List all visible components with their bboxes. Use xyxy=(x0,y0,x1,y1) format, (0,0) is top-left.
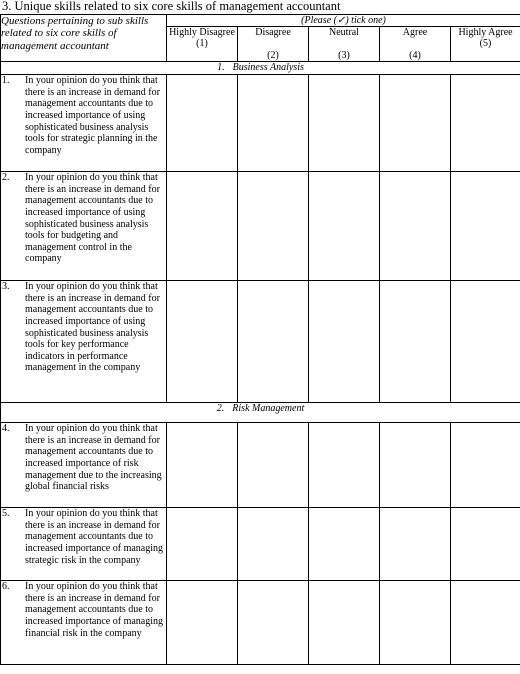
answer-cell-disagree[interactable] xyxy=(238,423,309,508)
answer-cell-agree[interactable] xyxy=(380,423,451,508)
answer-cell-highly-disagree[interactable] xyxy=(167,581,238,665)
answer-cell-highly-disagree[interactable] xyxy=(167,423,238,508)
answer-cell-agree[interactable] xyxy=(380,581,451,665)
answer-cell-neutral[interactable] xyxy=(309,508,380,581)
question-text: In your opinion do you think that there is an increase in demand for management accountants due to increased importance of managing strategic risk in the company xyxy=(25,508,163,566)
answer-cell-disagree[interactable] xyxy=(238,581,309,665)
question-cell xyxy=(1,508,167,581)
question-column-header: Questions pertaining to sub skills related to six core skills of management accountant xyxy=(1,15,167,62)
answer-cell-highly-agree[interactable] xyxy=(451,75,520,172)
scale-header-1: Highly Disagree (1) xyxy=(167,27,238,62)
answer-cell-highly-agree[interactable] xyxy=(451,423,520,508)
section-heading: 1. Business Analysis xyxy=(1,62,520,75)
scale-header-2: Disagree (2) xyxy=(238,27,309,62)
question-cell xyxy=(1,423,167,508)
answer-cell-highly-disagree[interactable] xyxy=(167,281,238,403)
question-text: In your opinion do you think that there is an increase in demand for management accountants due to increased importance of managing financial risk in the company xyxy=(25,581,163,639)
question-number: 2. xyxy=(2,172,10,184)
answer-cell-disagree[interactable] xyxy=(238,75,309,172)
question-text: In your opinion do you think that there is an increase in demand for management accountants due to increased importance of using sophisticated business analysis tools for budgeting and management control in the company xyxy=(25,172,160,265)
answer-cell-disagree[interactable] xyxy=(238,281,309,403)
answer-cell-agree[interactable] xyxy=(380,172,451,281)
answer-cell-highly-agree[interactable] xyxy=(451,508,520,581)
question-text: In your opinion do you think that there is an increase in demand for management accountants due to increased importance of risk management due to the increasing global financial risks xyxy=(25,423,162,493)
answer-cell-highly-agree[interactable] xyxy=(451,172,520,281)
section-heading: 2. Risk Management xyxy=(1,403,520,423)
answer-cell-neutral[interactable] xyxy=(309,172,380,281)
question-number: 6. xyxy=(2,581,10,593)
answer-cell-highly-disagree[interactable] xyxy=(167,172,238,281)
question-number: 4. xyxy=(2,423,10,435)
answer-cell-disagree[interactable] xyxy=(238,508,309,581)
question-number: 5. xyxy=(2,508,10,520)
answer-cell-neutral[interactable] xyxy=(309,281,380,403)
answer-cell-highly-agree[interactable] xyxy=(451,581,520,665)
tick-instruction: (Please (✓) tick one) xyxy=(167,15,520,27)
answer-cell-neutral[interactable] xyxy=(309,423,380,508)
answer-cell-highly-disagree[interactable] xyxy=(167,508,238,581)
scale-header-4: Agree (4) xyxy=(380,27,451,62)
answer-cell-disagree[interactable] xyxy=(238,172,309,281)
question-text: In your opinion do you think that there is an increase in demand for management accountants due to increased importance of using sophisticated business analysis tools for key performance indicators in performance management in the company xyxy=(25,281,160,374)
questionnaire-table xyxy=(0,14,520,665)
page-title: 3. Unique skills related to six core skills of management accountant xyxy=(2,0,341,13)
question-cell xyxy=(1,281,167,403)
answer-cell-agree[interactable] xyxy=(380,75,451,172)
question-cell xyxy=(1,581,167,665)
question-cell xyxy=(1,75,167,172)
answer-cell-agree[interactable] xyxy=(380,281,451,403)
question-cell xyxy=(1,172,167,281)
answer-cell-highly-agree[interactable] xyxy=(451,281,520,403)
answer-cell-agree[interactable] xyxy=(380,508,451,581)
answer-cell-neutral[interactable] xyxy=(309,581,380,665)
scale-header-3: Neutral (3) xyxy=(309,27,380,62)
question-number: 3. xyxy=(2,281,10,293)
answer-cell-highly-disagree[interactable] xyxy=(167,75,238,172)
question-number: 1. xyxy=(2,75,10,87)
scale-header-5: Highly Agree (5) xyxy=(451,27,520,62)
answer-cell-neutral[interactable] xyxy=(309,75,380,172)
question-text: In your opinion do you think that there is an increase in demand for management accountants due to increased importance of using sophisticated business analysis tools for strategic planning in the company xyxy=(25,75,160,156)
